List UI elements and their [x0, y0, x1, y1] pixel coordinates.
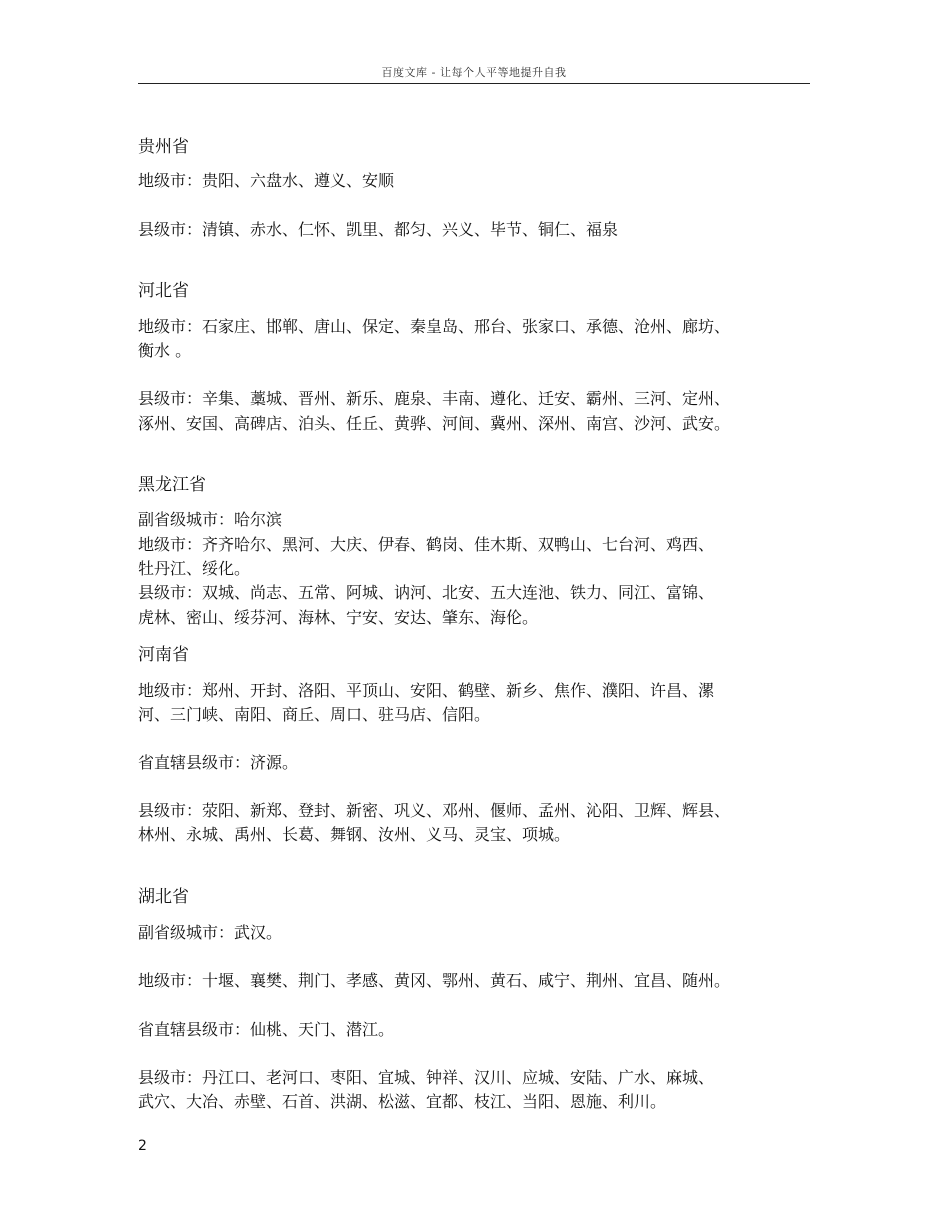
heilongjiang-county-line1: 县级市：双城、尚志、五常、阿城、讷河、北安、五大连池、铁力、同江、富锦、	[138, 583, 715, 602]
heilongjiang-prefecture-line2: 牡丹江、绥化。	[138, 559, 251, 578]
henan-prefecture-line2: 河、三门峡、南阳、商丘、周口、驻马店、信阳。	[138, 705, 491, 724]
hubei-county-line1: 县级市：丹江口、老河口、枣阳、宜城、钟祥、汉川、应城、安陆、广水、麻城、	[138, 1068, 715, 1087]
section-title-guizhou: 贵州省	[138, 137, 189, 157]
guizhou-prefecture-cities: 地级市：贵阳、六盘水、遵义、安顺	[138, 171, 395, 190]
section-title-heilongjiang: 黑龙江省	[138, 475, 206, 495]
hubei-county-line2: 武穴、大冶、赤壁、石首、洪湖、松滋、宜都、枝江、当阳、恩施、利川。	[138, 1092, 667, 1111]
page-header: 百度文库 - 让每个人平等地提升自我	[381, 66, 567, 79]
hubei-sub-provincial: 副省级城市：武汉。	[138, 923, 283, 942]
page-number: 2	[138, 1138, 147, 1154]
hebei-county-line1: 县级市：辛集、藁城、晋州、新乐、鹿泉、丰南、遵化、迁安、霸州、三河、定州、	[138, 389, 731, 408]
hebei-prefecture-line1: 地级市：石家庄、邯郸、唐山、保定、秦皇岛、邢台、张家口、承德、沧州、廊坊、	[138, 317, 731, 336]
section-title-hubei: 湖北省	[138, 887, 189, 907]
hubei-direct-county: 省直辖县级市：仙桃、天门、潜江。	[138, 1020, 395, 1039]
guizhou-county-cities: 县级市：清镇、赤水、仁怀、凯里、都匀、兴义、毕节、铜仁、福泉	[138, 220, 619, 239]
section-title-henan: 河南省	[138, 645, 189, 665]
heilongjiang-sub-provincial: 副省级城市：哈尔滨	[138, 510, 283, 529]
henan-county-line1: 县级市：荥阳、新郑、登封、新密、巩义、邓州、偃师、孟州、沁阳、卫辉、辉县、	[138, 801, 731, 820]
henan-county-line2: 林州、永城、禹州、长葛、舞钢、汝州、义马、灵宝、项城。	[138, 825, 571, 844]
heilongjiang-prefecture-line1: 地级市：齐齐哈尔、黑河、大庆、伊春、鹤岗、佳木斯、双鸭山、七台河、鸡西、	[138, 535, 715, 554]
section-title-hebei: 河北省	[138, 281, 189, 301]
hebei-prefecture-line2: 衡水 。	[138, 341, 192, 360]
heilongjiang-county-line2: 虎林、密山、绥芬河、海林、宁安、安达、肇东、海伦。	[138, 608, 539, 627]
henan-prefecture-line1: 地级市：郑州、开封、洛阳、平顶山、安阳、鹤壁、新乡、焦作、濮阳、许昌、漯	[138, 681, 715, 700]
header-rule	[138, 83, 810, 84]
hebei-county-line2: 涿州、安国、高碑店、泊头、任丘、黄骅、河间、冀州、深州、南宫、沙河、武安。	[138, 414, 731, 433]
hubei-prefecture-cities: 地级市：十堰、襄樊、荆门、孝感、黄冈、鄂州、黄石、咸宁、荆州、宜昌、随州。	[138, 971, 731, 990]
henan-direct-county: 省直辖县级市：济源。	[138, 753, 299, 772]
